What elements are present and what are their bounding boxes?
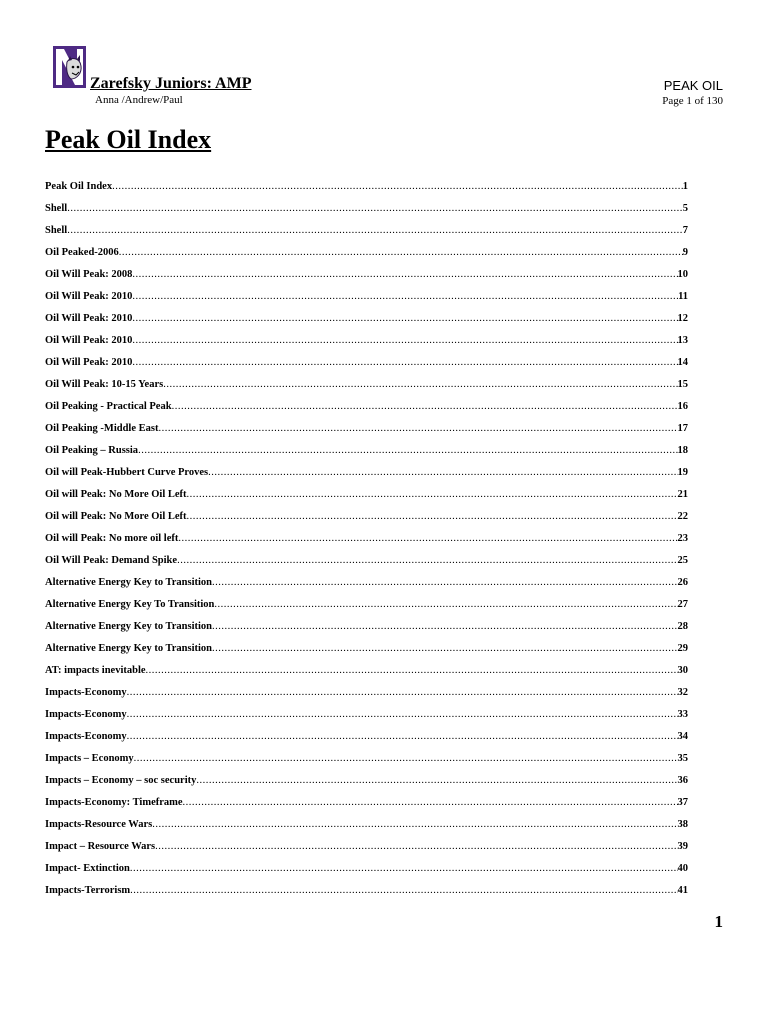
toc-dot-leader (67, 222, 683, 240)
toc-entry-title: Oil will Peak: No More Oil Left (45, 511, 187, 522)
toc-entry[interactable] (45, 706, 688, 728)
toc-entry-page: 39 (677, 841, 688, 852)
toc-entry-title: Oil will Peak: No more oil left (45, 533, 179, 544)
toc-dot-leader (212, 640, 677, 658)
toc-entry-title: Impacts-Economy (45, 687, 127, 698)
toc-entry-title: Oil Peaking - Practical Peak (45, 401, 172, 412)
toc-entry-page: 22 (677, 511, 688, 522)
toc-entry-page: 18 (677, 445, 688, 456)
toc-entry-title: Impact – Resource Wars (45, 841, 156, 852)
toc-entry-page: 14 (677, 357, 688, 368)
toc-dot-leader (130, 860, 678, 878)
toc-entry[interactable] (45, 310, 688, 332)
toc-dot-leader (127, 706, 678, 724)
toc-dot-leader (67, 200, 683, 218)
toc-entry[interactable] (45, 794, 688, 816)
toc-entry[interactable] (45, 376, 688, 398)
toc-entry-title: Alternative Energy Key to Transition (45, 643, 213, 654)
toc-dot-leader (214, 596, 677, 614)
toc-dot-leader (112, 178, 683, 196)
toc-entry[interactable] (45, 464, 688, 486)
toc-entry-page: 40 (677, 863, 688, 874)
toc-entry-page: 34 (677, 731, 688, 742)
team-members: Anna /Andrew/Paul (95, 94, 183, 106)
toc-entry[interactable] (45, 222, 688, 244)
header-topic: PEAK OIL (663, 78, 723, 93)
toc-entry-page: 33 (677, 709, 688, 720)
toc-entry-title: Shell (45, 203, 68, 214)
toc-entry-title: Impacts-Economy (45, 731, 127, 742)
toc-entry-title: Oil Will Peak: 2010 (45, 335, 133, 346)
toc-entry-page: 1 (682, 181, 688, 192)
toc-dot-leader (177, 552, 677, 570)
toc-dot-leader (163, 376, 677, 394)
toc-entry-title: Oil Will Peak: Demand Spike (45, 555, 178, 566)
toc-entry[interactable] (45, 596, 688, 618)
toc-entry-title: Impacts-Resource Wars (45, 819, 153, 830)
toc-entry-title: Oil Will Peak: 2010 (45, 291, 133, 302)
toc-dot-leader (132, 354, 677, 372)
toc-dot-leader (138, 442, 677, 460)
toc-entry-page: 10 (677, 269, 688, 280)
toc-entry-page: 17 (677, 423, 688, 434)
toc-entry[interactable] (45, 640, 688, 662)
toc-entry-title: Impacts-Terrorism (45, 885, 131, 896)
toc-entry-page: 27 (677, 599, 688, 610)
toc-entry[interactable] (45, 420, 688, 442)
toc-dot-leader (212, 574, 677, 592)
toc-entry[interactable] (45, 486, 688, 508)
toc-dot-leader (127, 728, 678, 746)
toc-entry[interactable] (45, 728, 688, 750)
toc-entry-title: AT: impacts inevitable (45, 665, 146, 676)
toc-dot-leader (196, 772, 677, 790)
toc-entry-title: Oil Will Peak: 10-15 Years (45, 379, 164, 390)
toc-entry[interactable] (45, 662, 688, 684)
toc-entry-page: 9 (682, 247, 688, 258)
toc-entry-page: 26 (677, 577, 688, 588)
toc-entry-title: Impacts-Economy: Timeframe (45, 797, 183, 808)
toc-entry-title: Impacts – Economy (45, 753, 134, 764)
toc-dot-leader (127, 684, 678, 702)
toc-entry[interactable] (45, 288, 688, 310)
toc-entry[interactable] (45, 442, 688, 464)
toc-entry-title: Impacts-Economy (45, 709, 127, 720)
toc-entry-page: 37 (677, 797, 688, 808)
toc-entry-title: Oil Will Peak: 2010 (45, 357, 133, 368)
toc-entry[interactable] (45, 574, 688, 596)
toc-entry-title: Shell (45, 225, 68, 236)
toc-entry-page: 36 (677, 775, 688, 786)
toc-entry-page: 30 (677, 665, 688, 676)
toc-dot-leader (146, 662, 678, 680)
page-title: Peak Oil Index (45, 125, 212, 154)
table-of-contents (45, 178, 688, 904)
toc-entry-page: 19 (677, 467, 688, 478)
toc-dot-leader (178, 530, 677, 548)
toc-entry-title: Impacts – Economy – soc security (45, 775, 197, 786)
toc-entry-title: Oil Will Peak: 2010 (45, 313, 133, 324)
toc-entry[interactable] (45, 244, 688, 266)
toc-entry[interactable] (45, 750, 688, 772)
toc-entry-page: 28 (677, 621, 688, 632)
toc-dot-leader (172, 398, 678, 416)
toc-entry-page: 41 (677, 885, 688, 896)
toc-dot-leader (158, 420, 677, 438)
toc-entry-page: 32 (677, 687, 688, 698)
page-number: 1 (714, 912, 723, 931)
toc-entry-title: Oil will Peak: No More Oil Left (45, 489, 187, 500)
toc-entry-page: 29 (677, 643, 688, 654)
toc-dot-leader (152, 816, 677, 834)
toc-entry-page: 35 (677, 753, 688, 764)
toc-entry-page: 13 (677, 335, 688, 346)
toc-dot-leader (212, 618, 677, 636)
toc-entry[interactable] (45, 860, 688, 882)
toc-entry-title: Impact- Extinction (45, 863, 130, 874)
toc-entry[interactable] (45, 508, 688, 530)
toc-dot-leader (132, 332, 677, 350)
toc-dot-leader (132, 310, 677, 328)
toc-entry-title: Oil Will Peak: 2008 (45, 269, 133, 280)
toc-entry-page: 12 (677, 313, 688, 324)
toc-dot-leader (134, 750, 678, 768)
toc-entry-page: 25 (677, 555, 688, 566)
toc-entry[interactable] (45, 178, 688, 200)
toc-entry-title: Peak Oil Index (45, 181, 113, 192)
toc-entry-page: 7 (682, 225, 688, 236)
toc-entry[interactable] (45, 552, 688, 574)
toc-entry[interactable] (45, 332, 688, 354)
toc-entry-page: 38 (677, 819, 688, 830)
toc-entry-title: Oil will Peak-Hubbert Curve Proves (45, 467, 209, 478)
toc-entry[interactable] (45, 684, 688, 706)
toc-dot-leader (187, 508, 678, 526)
toc-entry-title: Alternative Energy Key to Transition (45, 621, 213, 632)
toc-entry-title: Oil Peaking -Middle East (45, 423, 159, 434)
toc-entry[interactable] (45, 200, 688, 222)
toc-dot-leader (119, 244, 683, 262)
toc-entry-title: Oil Peaking – Russia (45, 445, 139, 456)
toc-entry[interactable] (45, 772, 688, 794)
toc-entry[interactable] (45, 838, 688, 860)
toc-dot-leader (187, 486, 678, 504)
toc-dot-leader (132, 266, 677, 284)
toc-entry-page: 5 (682, 203, 688, 214)
team-name: Zarefsky Juniors: AMP (90, 75, 252, 92)
toc-entry-page: 15 (677, 379, 688, 390)
toc-entry[interactable] (45, 398, 688, 420)
toc-entry[interactable] (45, 882, 688, 904)
toc-entry-title: Oil Peaked-2006 (45, 247, 119, 258)
toc-entry-title: Alternative Energy Key to Transition (45, 577, 213, 588)
toc-entry[interactable] (45, 618, 688, 640)
toc-dot-leader (132, 288, 678, 306)
toc-entry[interactable] (45, 354, 688, 376)
toc-entry-page: 21 (677, 489, 688, 500)
northwestern-wildcat-logo-icon (53, 46, 86, 88)
toc-entry-page: 11 (678, 291, 688, 302)
toc-entry-page: 23 (677, 533, 688, 544)
toc-dot-leader (155, 838, 677, 856)
toc-entry-page: 16 (677, 401, 688, 412)
toc-entry-title: Alternative Energy Key To Transition (45, 599, 215, 610)
toc-dot-leader (183, 794, 678, 812)
toc-dot-leader (208, 464, 677, 482)
toc-entry[interactable] (45, 266, 688, 288)
toc-dot-leader (130, 882, 677, 900)
toc-entry[interactable] (45, 816, 688, 838)
toc-entry[interactable] (45, 530, 688, 552)
header-page-count: Page 1 of 130 (662, 95, 723, 107)
